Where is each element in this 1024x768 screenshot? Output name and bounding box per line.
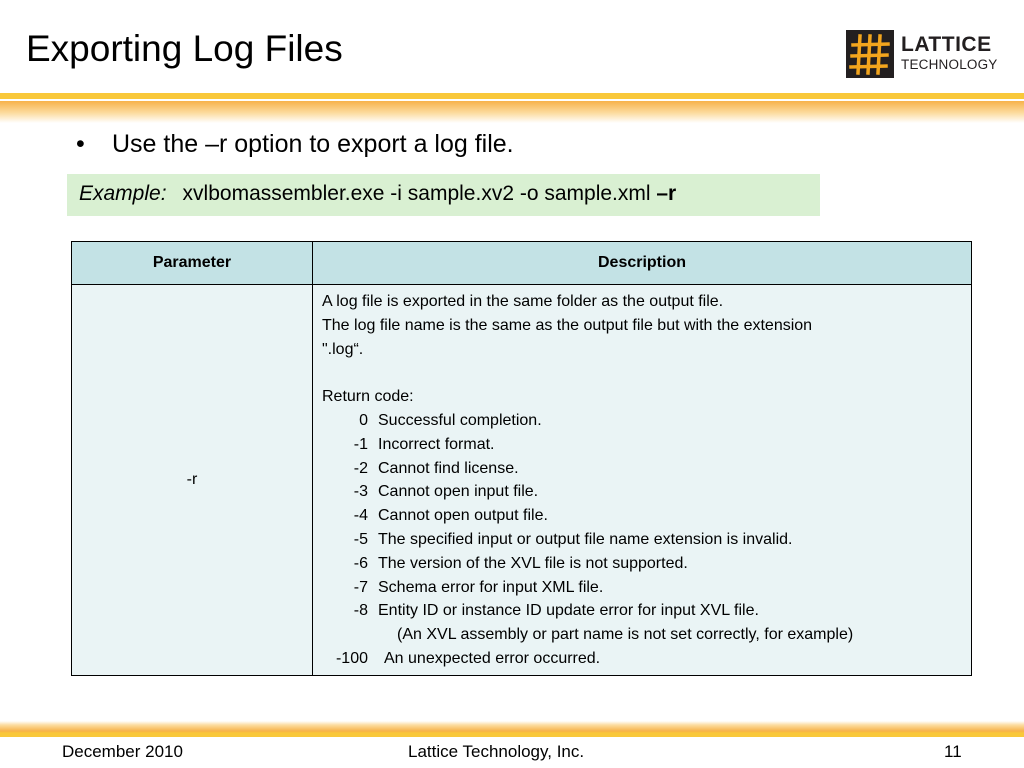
return-code-label: Return code: (322, 388, 414, 406)
lattice-grid-icon (846, 30, 894, 78)
header-description: Description (313, 242, 972, 285)
return-code-row (322, 552, 963, 576)
header-parameter: Parameter (72, 242, 313, 285)
return-code-value: -3 (353, 483, 368, 501)
return-code-value: -4 (353, 507, 368, 525)
return-code-message: The version of the XVL file is not supported. (378, 554, 688, 572)
return-code-row (322, 504, 963, 528)
header-band (0, 93, 1024, 123)
desc-line: ".log“. (322, 340, 364, 358)
bullet-marker: • (76, 130, 85, 158)
return-code-row (322, 480, 963, 504)
return-code-message: Entity ID or instance ID update error for input XVL file. (378, 602, 759, 620)
return-code-row (322, 528, 963, 552)
return-code-message: Cannot find license. (378, 459, 519, 477)
bullet-point (76, 130, 514, 159)
example-option: –r (656, 182, 677, 205)
parameter-table (71, 241, 972, 676)
bullet-text: Use the –r option to export a log file. (112, 130, 514, 158)
footer-band (0, 721, 1024, 737)
return-code-row (322, 647, 963, 671)
return-code-message: Cannot open output file. (378, 507, 548, 525)
return-code-row (322, 576, 963, 600)
return-code-value: -7 (353, 578, 368, 596)
example-label: Example: (79, 182, 167, 205)
return-code-row (322, 409, 963, 433)
page-number: 11 (944, 742, 962, 761)
return-code-message: Successful completion. (378, 411, 542, 429)
logo-wordmark: LATTICE (901, 33, 992, 56)
example-box (67, 174, 820, 216)
footer-company: Lattice Technology, Inc. (408, 742, 585, 761)
lattice-logo (846, 30, 998, 78)
return-code-message: Schema error for input XML file. (378, 578, 604, 596)
return-code-row (322, 457, 963, 481)
table-header-row (72, 242, 972, 285)
slide-title: Exporting Log Files (26, 28, 343, 69)
spacer (322, 361, 963, 385)
desc-line: A log file is exported in the same folder as the output file. (322, 293, 724, 310)
return-code-message: The specified input or output file name extension is invalid. (378, 530, 793, 548)
return-code-message: An unexpected error occurred. (384, 649, 601, 667)
example-command: xvlbomassembler.exe -i sample.xv2 -o sample.xml (182, 182, 657, 205)
return-code-row (322, 433, 963, 457)
param-cell: -r (72, 285, 313, 676)
return-code-value: 0 (359, 411, 368, 429)
return-code-message: Incorrect format. (378, 435, 495, 453)
return-code-continuation: (An XVL assembly or part name is not set correctly, for example) (397, 626, 854, 644)
footer-date: December 2010 (62, 742, 183, 761)
return-code-value: -6 (353, 554, 368, 572)
desc-line: The log file name is the same as the output file but with the extension (322, 316, 813, 334)
table-row (72, 285, 972, 676)
return-code-message: Cannot open input file. (378, 483, 539, 501)
return-code-value: -1 (353, 435, 368, 453)
logo-subtitle: TECHNOLOGY (901, 57, 998, 72)
return-code-value: -8 (353, 602, 368, 620)
return-code-value: -5 (353, 530, 368, 548)
return-code-row (322, 599, 963, 623)
return-code-value: -2 (353, 459, 368, 477)
return-code-value: -100 (335, 649, 368, 667)
description-cell (313, 285, 972, 676)
